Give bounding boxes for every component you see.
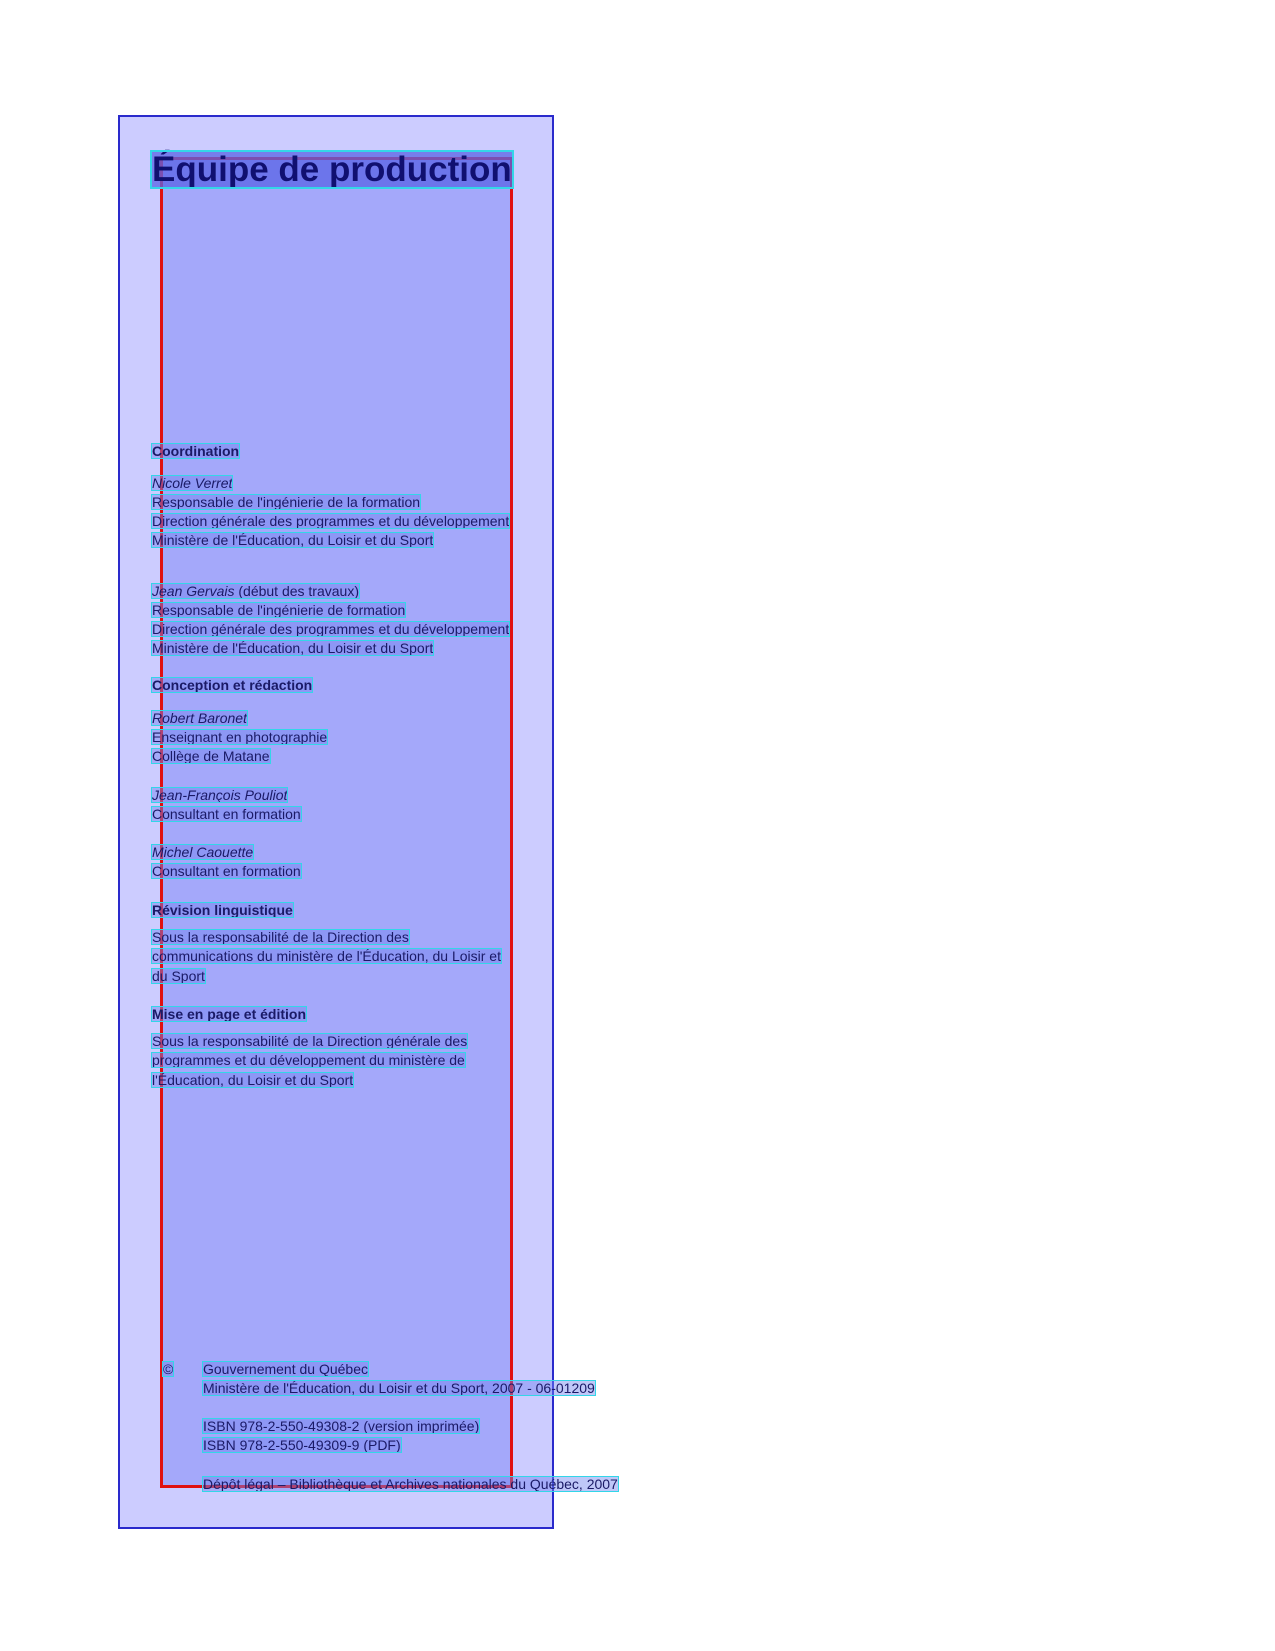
page-title: Équipe de production xyxy=(152,150,512,189)
coordination-person2-line xyxy=(152,584,359,598)
miseenpage-line2: programmes et du développement du ministère de xyxy=(152,1052,465,1068)
coordination-person2-org2: Ministère de l'Éducation, du Loisir et du Sport xyxy=(152,640,434,656)
miseenpage-heading: Mise en page et édition xyxy=(152,1006,307,1022)
conception-person1-role: Enseignant en photographie xyxy=(152,729,328,745)
footer-isbn-pdf: ISBN 978-2-550-49309-9 (PDF) xyxy=(203,1437,401,1453)
conception-person3-name: Michel Caouette xyxy=(152,844,254,860)
coordination-person2-org1: Direction générale des programmes et du développement xyxy=(152,621,510,637)
miseenpage-line3: l'Éducation, du Loisir et du Sport xyxy=(152,1072,354,1088)
revision-heading: Révision linguistique xyxy=(152,902,293,918)
coordination-person1-role: Responsable de l'ingénierie de la formation xyxy=(152,494,421,510)
revision-line3: du Sport xyxy=(152,968,205,984)
conception-person2-name: Jean-François Pouliot xyxy=(152,787,288,803)
conception-person2-role: Consultant en formation xyxy=(152,806,301,822)
coordination-person1-org2: Ministère de l'Éducation, du Loisir et du Sport xyxy=(152,532,434,548)
footer-ministry: Ministère de l'Éducation, du Loisir et du Sport, 2007 - 06-01209 xyxy=(203,1380,595,1396)
footer-legal-deposit: Dépôt légal – Bibliothèque et Archives nationales du Québec, 2007 xyxy=(203,1476,618,1492)
coordination-person2-name: Jean Gervais xyxy=(152,583,235,599)
coordination-heading: Coordination xyxy=(152,443,240,459)
coordination-person2-role: Responsable de l'ingénierie de formation xyxy=(152,602,406,618)
page-frame-inner xyxy=(160,157,513,1488)
miseenpage-line1: Sous la responsabilité de la Direction générale des xyxy=(152,1033,468,1049)
copyright-symbol: © xyxy=(163,1361,174,1377)
coordination-person1-name: Nicole Verret xyxy=(152,475,233,491)
coordination-person1-org1: Direction générale des programmes et du développement xyxy=(152,513,510,529)
conception-person1-name: Robert Baronet xyxy=(152,710,247,726)
revision-line2: communications du ministère de l'Éducation, du Loisir et xyxy=(152,948,501,964)
conception-heading: Conception et rédaction xyxy=(152,677,313,693)
conception-person1-org: Collège de Matane xyxy=(152,748,270,764)
coordination-person2-note: (début des travaux) xyxy=(234,583,359,599)
revision-line1: Sous la responsabilité de la Direction des xyxy=(152,929,409,945)
footer-isbn-print: ISBN 978-2-550-49308-2 (version imprimée) xyxy=(203,1418,480,1434)
footer-government: Gouvernement du Québec xyxy=(203,1361,368,1377)
conception-person3-role: Consultant en formation xyxy=(152,863,301,879)
